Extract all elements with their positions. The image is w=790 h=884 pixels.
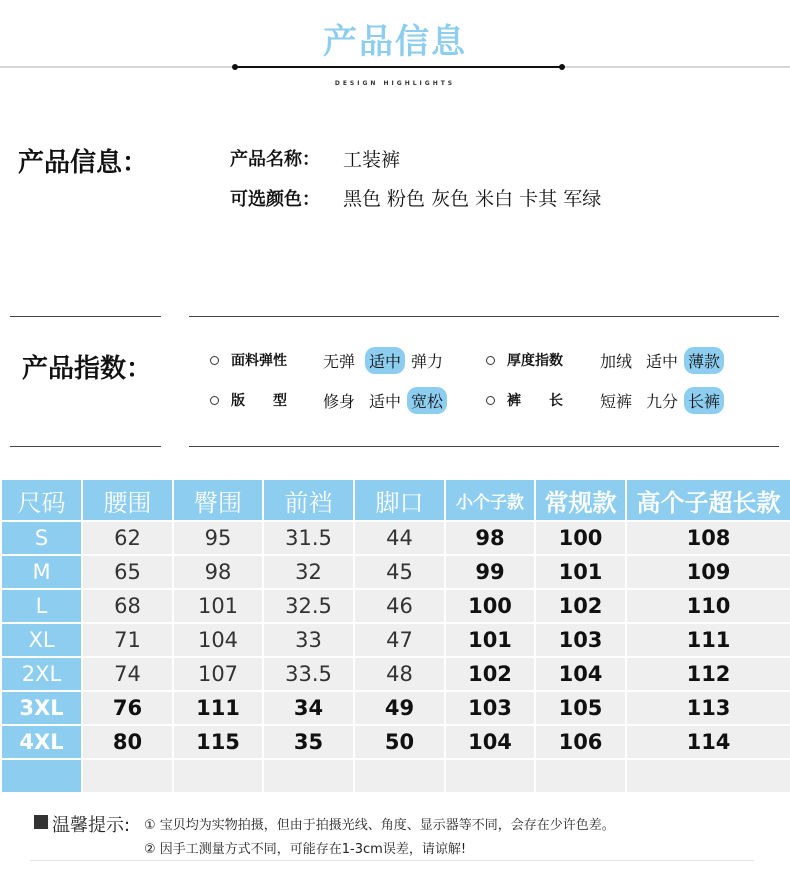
length-label: 裤 长 [507,393,563,409]
size-cell: 2XL [1,657,82,691]
tips-title: 温馨提示: [52,815,131,836]
hip-cell: 107 [173,657,263,691]
design-underline [235,66,562,68]
underline-dot-right [559,64,565,70]
rise-cell: 32.5 [263,589,354,623]
size-cell: 4XL [1,725,82,759]
bullet-circle-icon [486,356,495,365]
hip-cell: 98 [173,555,263,589]
index-fit [210,386,287,414]
index-rule-bottom-right [189,446,779,447]
fit-label: 版 型 [231,393,287,409]
color-options-value: 黑色 粉色 灰色 米白 卡其 军绿 [343,188,602,210]
petite-length-cell: 103 [445,691,535,725]
underline-dot-left [232,64,238,70]
regular-length-cell: 104 [535,657,626,691]
regular-length-cell: 100 [535,521,626,555]
hip-cell: 104 [173,623,263,657]
header-leg-opening: 脚口 [354,479,445,521]
table-row [1,725,790,759]
regular-length-cell: 105 [535,691,626,725]
length-options [596,386,724,414]
rise-cell: 32 [263,555,354,589]
table-row [1,691,790,725]
tip-line-2: ② 因手工测量方式不同，可能存在1-3cm误差，请谅解! [144,842,467,857]
rise-cell: 33 [263,623,354,657]
leg-opening-cell: 46 [354,589,445,623]
table-row [1,589,790,623]
leg-opening-cell: 45 [354,555,445,589]
leg-opening-cell: 44 [354,521,445,555]
fit-option-slim: 修身 [323,391,356,411]
stretch-label: 面料弹性 [231,353,287,369]
empty-cell [263,759,354,793]
length-option-full-selected: 长裤 [684,387,724,414]
product-name-key: 产品名称： [230,149,320,170]
design-highlights-subtitle: DESIGN HIGHLIGHTS [334,80,456,87]
header-tall: 高个子超长款 [626,479,790,521]
index-length [486,386,563,414]
petite-length-cell: 104 [445,725,535,759]
stretch-option-elastic: 弹力 [411,351,444,371]
thickness-option-thin-selected: 薄款 [684,347,724,374]
stretch-option-none: 无弹 [323,351,356,371]
rise-cell: 31.5 [263,521,354,555]
size-cell: M [1,555,82,589]
size-cell: 3XL [1,691,82,725]
waist-cell: 80 [82,725,173,759]
waist-cell: 74 [82,657,173,691]
thickness-option-fleece: 加绒 [600,351,633,371]
tall-length-cell: 112 [626,657,790,691]
empty-cell [626,759,790,793]
waist-cell: 62 [82,521,173,555]
header-hip: 臀围 [173,479,263,521]
header-petite: 小个子款 [445,479,535,521]
petite-length-cell: 99 [445,555,535,589]
tall-length-cell: 111 [626,623,790,657]
leg-opening-cell: 47 [354,623,445,657]
color-options-key: 可选颜色： [230,189,320,210]
size-cell: XL [1,623,82,657]
size-table [0,478,790,794]
header-regular: 常规款 [535,479,626,521]
petite-length-cell: 100 [445,589,535,623]
rise-cell: 35 [263,725,354,759]
regular-length-cell: 103 [535,623,626,657]
empty-cell [173,759,263,793]
tall-length-cell: 109 [626,555,790,589]
thickness-option-medium: 适中 [646,351,679,371]
size-cell: S [1,521,82,555]
hip-cell: 111 [173,691,263,725]
rise-cell: 33.5 [263,657,354,691]
product-info-label: 产品信息： [18,148,149,178]
index-rule-top-left [10,316,161,317]
hip-cell: 115 [173,725,263,759]
regular-length-cell: 101 [535,555,626,589]
leg-opening-cell: 49 [354,691,445,725]
index-rule-bottom-left [10,446,161,447]
header-front-rise: 前裆 [263,479,354,521]
tall-length-cell: 113 [626,691,790,725]
waist-cell: 65 [82,555,173,589]
index-thickness [486,346,563,374]
index-stretch [210,346,287,374]
leg-opening-cell: 48 [354,657,445,691]
thickness-options [596,346,724,374]
empty-cell [82,759,173,793]
header-waist: 腰围 [82,479,173,521]
regular-length-cell: 102 [535,589,626,623]
petite-length-cell: 102 [445,657,535,691]
hip-cell: 101 [173,589,263,623]
table-row [1,657,790,691]
empty-cell [445,759,535,793]
table-row [1,555,790,589]
fit-option-medium: 适中 [369,391,402,411]
length-option-shorts: 短裤 [600,391,633,411]
petite-length-cell: 98 [445,521,535,555]
table-row-empty [1,759,790,793]
length-option-ninth: 九分 [646,391,679,411]
stretch-option-medium-selected: 适中 [365,347,405,374]
header-size: 尺码 [1,479,82,521]
thickness-label: 厚度指数 [507,353,563,369]
hip-cell: 95 [173,521,263,555]
fit-options [319,386,447,414]
empty-cell [535,759,626,793]
regular-length-cell: 106 [535,725,626,759]
waist-cell: 71 [82,623,173,657]
waist-cell: 68 [82,589,173,623]
bullet-circle-icon [210,396,219,405]
petite-length-cell: 101 [445,623,535,657]
tall-length-cell: 114 [626,725,790,759]
tall-length-cell: 108 [626,521,790,555]
bullet-circle-icon [486,396,495,405]
tips-divider [30,860,754,861]
product-name-value: 工装裤 [343,149,401,171]
leg-opening-cell: 50 [354,725,445,759]
size-cell: L [1,589,82,623]
table-row [1,521,790,555]
tip-square-icon [34,815,48,829]
size-table-header [1,479,790,521]
tall-length-cell: 110 [626,589,790,623]
waist-cell: 76 [82,691,173,725]
rise-cell: 34 [263,691,354,725]
size-cell-empty [1,759,82,793]
table-row [1,623,790,657]
tip-line-1: ① 宝贝均为实物拍摄，但由于拍摄光线、角度、显示器等不同，会存在少许色差。 [144,818,615,833]
bullet-circle-icon [210,356,219,365]
product-index-label: 产品指数： [22,354,153,384]
fit-option-loose-selected: 宽松 [407,387,447,414]
stretch-options [319,346,447,374]
empty-cell [354,759,445,793]
index-rule-top-right [189,316,779,317]
page-title: 产品信息 [323,22,467,62]
